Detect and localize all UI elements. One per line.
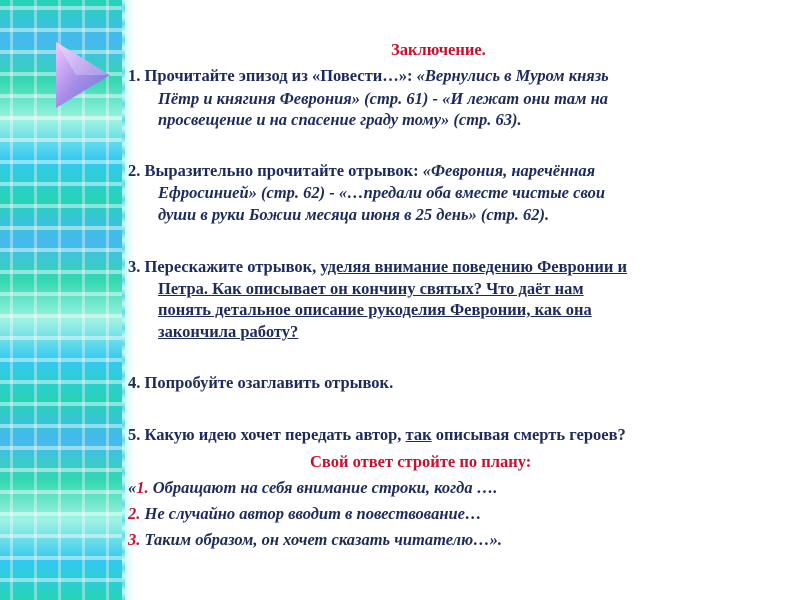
slide-heading: Заключение.: [391, 40, 486, 59]
plan-item-3-number: 3.: [128, 530, 141, 549]
item-3-lead: Перескажите отрывок,: [144, 257, 317, 276]
plan-item-3-text: Таким образом, он хочет сказать читателю…».: [144, 530, 503, 549]
item-4: [128, 373, 393, 393]
item-4-number: 4.: [128, 373, 141, 392]
item-2-quote-c: души в руки Божии месяца июня в 25 день» (стр. 62).: [158, 205, 550, 224]
item-1-quote-b: Пётр и княгиня Феврония» (стр. 61) - «И лежат они там на: [158, 89, 608, 108]
triangle-arrow-icon: [52, 40, 112, 110]
item-1-lead: Прочитайте эпизод из «Повести…»:: [144, 66, 413, 85]
item-2-quote-a: «Феврония, наречённая: [422, 161, 596, 180]
item-3-underlined-a: уделяя внимание поведению Февронии и: [320, 257, 628, 276]
plan-item-1-prefix: «: [128, 478, 137, 497]
item-4-text: Попробуйте озаглавить отрывок.: [144, 373, 394, 392]
item-3-number: 3.: [128, 257, 141, 276]
item-2-line-1: [128, 161, 595, 181]
item-3-underlined-b: Петра. Как описывает он кончину святых? Что даёт нам: [158, 279, 584, 298]
item-5-text-b: описывая смерть героев?: [435, 425, 626, 444]
item-2-quote-b: Ефросинией» (стр. 62) - «…предали оба вместе чистые свои: [158, 183, 606, 202]
plan-item-1-number: 1.: [136, 478, 149, 497]
item-2-lead: Выразительно прочитайте отрывок:: [144, 161, 419, 180]
item-3-line-1: [128, 257, 627, 277]
plan-item-1: [128, 478, 497, 498]
item-3-underlined-d: закончила работу?: [158, 322, 299, 341]
item-5-text-a: Какую идею хочет передать автор,: [144, 425, 402, 444]
item-5: [128, 425, 626, 445]
plan-item-2: [128, 504, 481, 524]
item-1-line-1: [128, 66, 609, 86]
plan-item-2-number: 2.: [128, 504, 141, 523]
plan-item-3: [128, 530, 502, 550]
item-1-quote-c: просвещение и на спасение граду тому» (стр. 63).: [158, 110, 522, 129]
item-5-underlined: так: [405, 425, 432, 444]
item-5-number: 5.: [128, 425, 141, 444]
item-3-underlined-c: понять детальное описание рукоделия Февронии, как она: [158, 300, 592, 319]
item-1-number: 1.: [128, 66, 141, 85]
plan-item-1-text: Обращают на себя внимание строки, когда ….: [152, 478, 498, 497]
plan-item-2-text: Не случайно автор вводит в повествование…: [144, 504, 482, 523]
plan-heading: Свой ответ стройте по плану:: [310, 452, 532, 471]
item-1-quote-a: «Вернулись в Муром князь: [416, 66, 609, 85]
item-2-number: 2.: [128, 161, 141, 180]
